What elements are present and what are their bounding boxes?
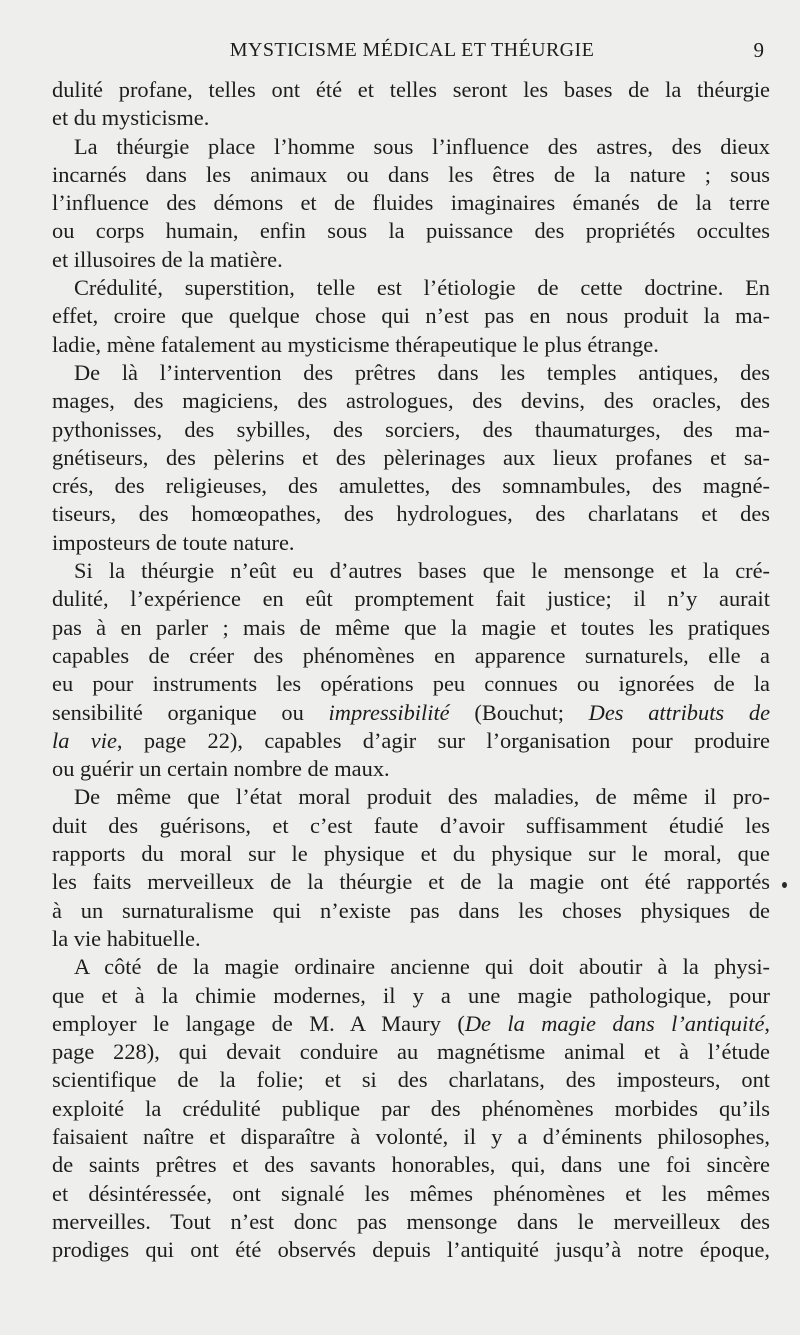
text-line: A côté de la magie ordinaire ancienne qui doit aboutir à la physi- [74,954,770,980]
page-number: 9 [753,38,764,62]
text-line: ou corps humain, enfin sous la puissance des propriétés occultes [52,218,770,244]
line-segment: sensibilité organique ou [52,699,329,725]
margin-ink-mark [782,882,787,888]
text-line: rapports du moral sur le physique et du physique sur le moral, que [52,841,770,867]
text-line: à un surnaturalisme qui n’existe pas dans les choses physiques de [52,897,770,923]
text-line: ladie, mène fatalement au mysticisme thérapeutique le plus étrange. [52,331,659,357]
text-line: que et à la chimie modernes, il y a une magie pathologique, pour [52,982,770,1008]
text-line: incarnés dans les animaux ou dans les êtres de la nature ; sous [52,161,770,187]
text-line: pythonisses, des sybilles, des sorciers, des thaumaturges, des ma- [52,416,770,442]
text-line: merveilles. Tout n’est donc pas mensonge dans le merveilleux des [52,1208,770,1234]
text-line: La théurgie place l’homme sous l’influence des astres, des dieux [74,133,770,159]
running-head-title: MYSTICISME MÉDICAL ET THÉURGIE [229,39,595,61]
line-segment: , page 22), capables d’agir sur l’organisation pour produire [116,727,770,753]
text-line: pas à en parler ; mais de même que la magie et toutes les pratiques [52,614,770,640]
text-line: les faits merveilleux de la théurgie et de la magie ont été rapportés [52,869,770,895]
text-line: imposteurs de toute nature. [52,529,295,555]
text-line: exploité la crédulité publique par des phénomènes morbides qu’ils [52,1095,770,1121]
text-line [52,727,770,755]
text-line: Crédulité, superstition, telle est l’étiologie de cette doctrine. En [74,275,770,301]
text-line: et désintéressée, ont signalé les mêmes phénomènes et les mêmes [52,1180,770,1206]
line-segment: (Bouchut; [449,699,589,725]
text-line: de saints prêtres et des savants honorables, qui, dans une foi sincère [52,1152,770,1178]
text-line: eu pour instruments les opérations peu connues ou ignorées de la [52,671,770,697]
text-line: De même que l’état moral produit des maladies, de même il pro- [74,784,770,810]
text-line: et illusoires de la matière. [52,246,283,272]
text-line: page 228), qui devait conduire au magnétisme animal et à l’étude [52,1039,770,1065]
body-text [52,76,770,1264]
text-line: capables de créer des phénomènes en apparence surnaturels, elle a [52,642,770,668]
text-line [52,699,770,727]
book-title: Des attributs de [588,699,771,725]
text-line: tiseurs, des homœopathes, des hydrologues, des charlatans et des [52,501,770,527]
text-line: duit des guérisons, et c’est faute d’avoir suffisamment étudié les [52,812,770,838]
text-line: l’influence des démons et de fluides imaginaires émanés de la terre [52,190,770,216]
text-line [52,1010,770,1038]
text-line: scientifique de la folie; et si des charlatans, des imposteurs, ont [52,1067,770,1093]
text-line: faisaient naître et disparaître à volonté, il y a d’éminents philosophes, [52,1123,770,1149]
book-title: la vie [52,727,117,753]
text-line: mages, des magiciens, des astrologues, des devins, des oracles, des [52,388,770,414]
running-head [52,36,772,64]
text-line: ou guérir un certain nombre de maux. [52,756,390,782]
text-line: effet, croire que quelque chose qui n’est pas en nous produit la ma- [52,303,770,329]
text-line: De là l’intervention des prêtres dans les temples antiques, des [74,359,770,385]
text-line: la vie habituelle. [52,925,201,951]
text-line: dulité, l’expérience en eût promptement fait justice; il n’y aurait [52,586,770,612]
line-segment: , [764,1010,770,1036]
line-segment: employer le langage de M. A Maury ( [52,1010,465,1036]
text-line: gnétiseurs, des pèlerins et des pèlerinages aux lieux profanes et sa- [52,444,770,470]
text-line: dulité profane, telles ont été et telles seront les bases de la théurgie [52,77,770,102]
text-line: et du mysticisme. [52,105,210,131]
text-line: crés, des religieuses, des amulettes, des somnambules, des magné- [52,473,770,499]
book-title: De la magie dans l’antiquité [464,1010,765,1036]
text-line: Si la théurgie n’eût eu d’autres bases que le mensonge et la cré- [74,558,770,584]
italic-term: impressibilité [328,699,450,725]
text-line: prodiges qui ont été observés depuis l’antiquité jusqu’à notre époque, [52,1237,770,1263]
